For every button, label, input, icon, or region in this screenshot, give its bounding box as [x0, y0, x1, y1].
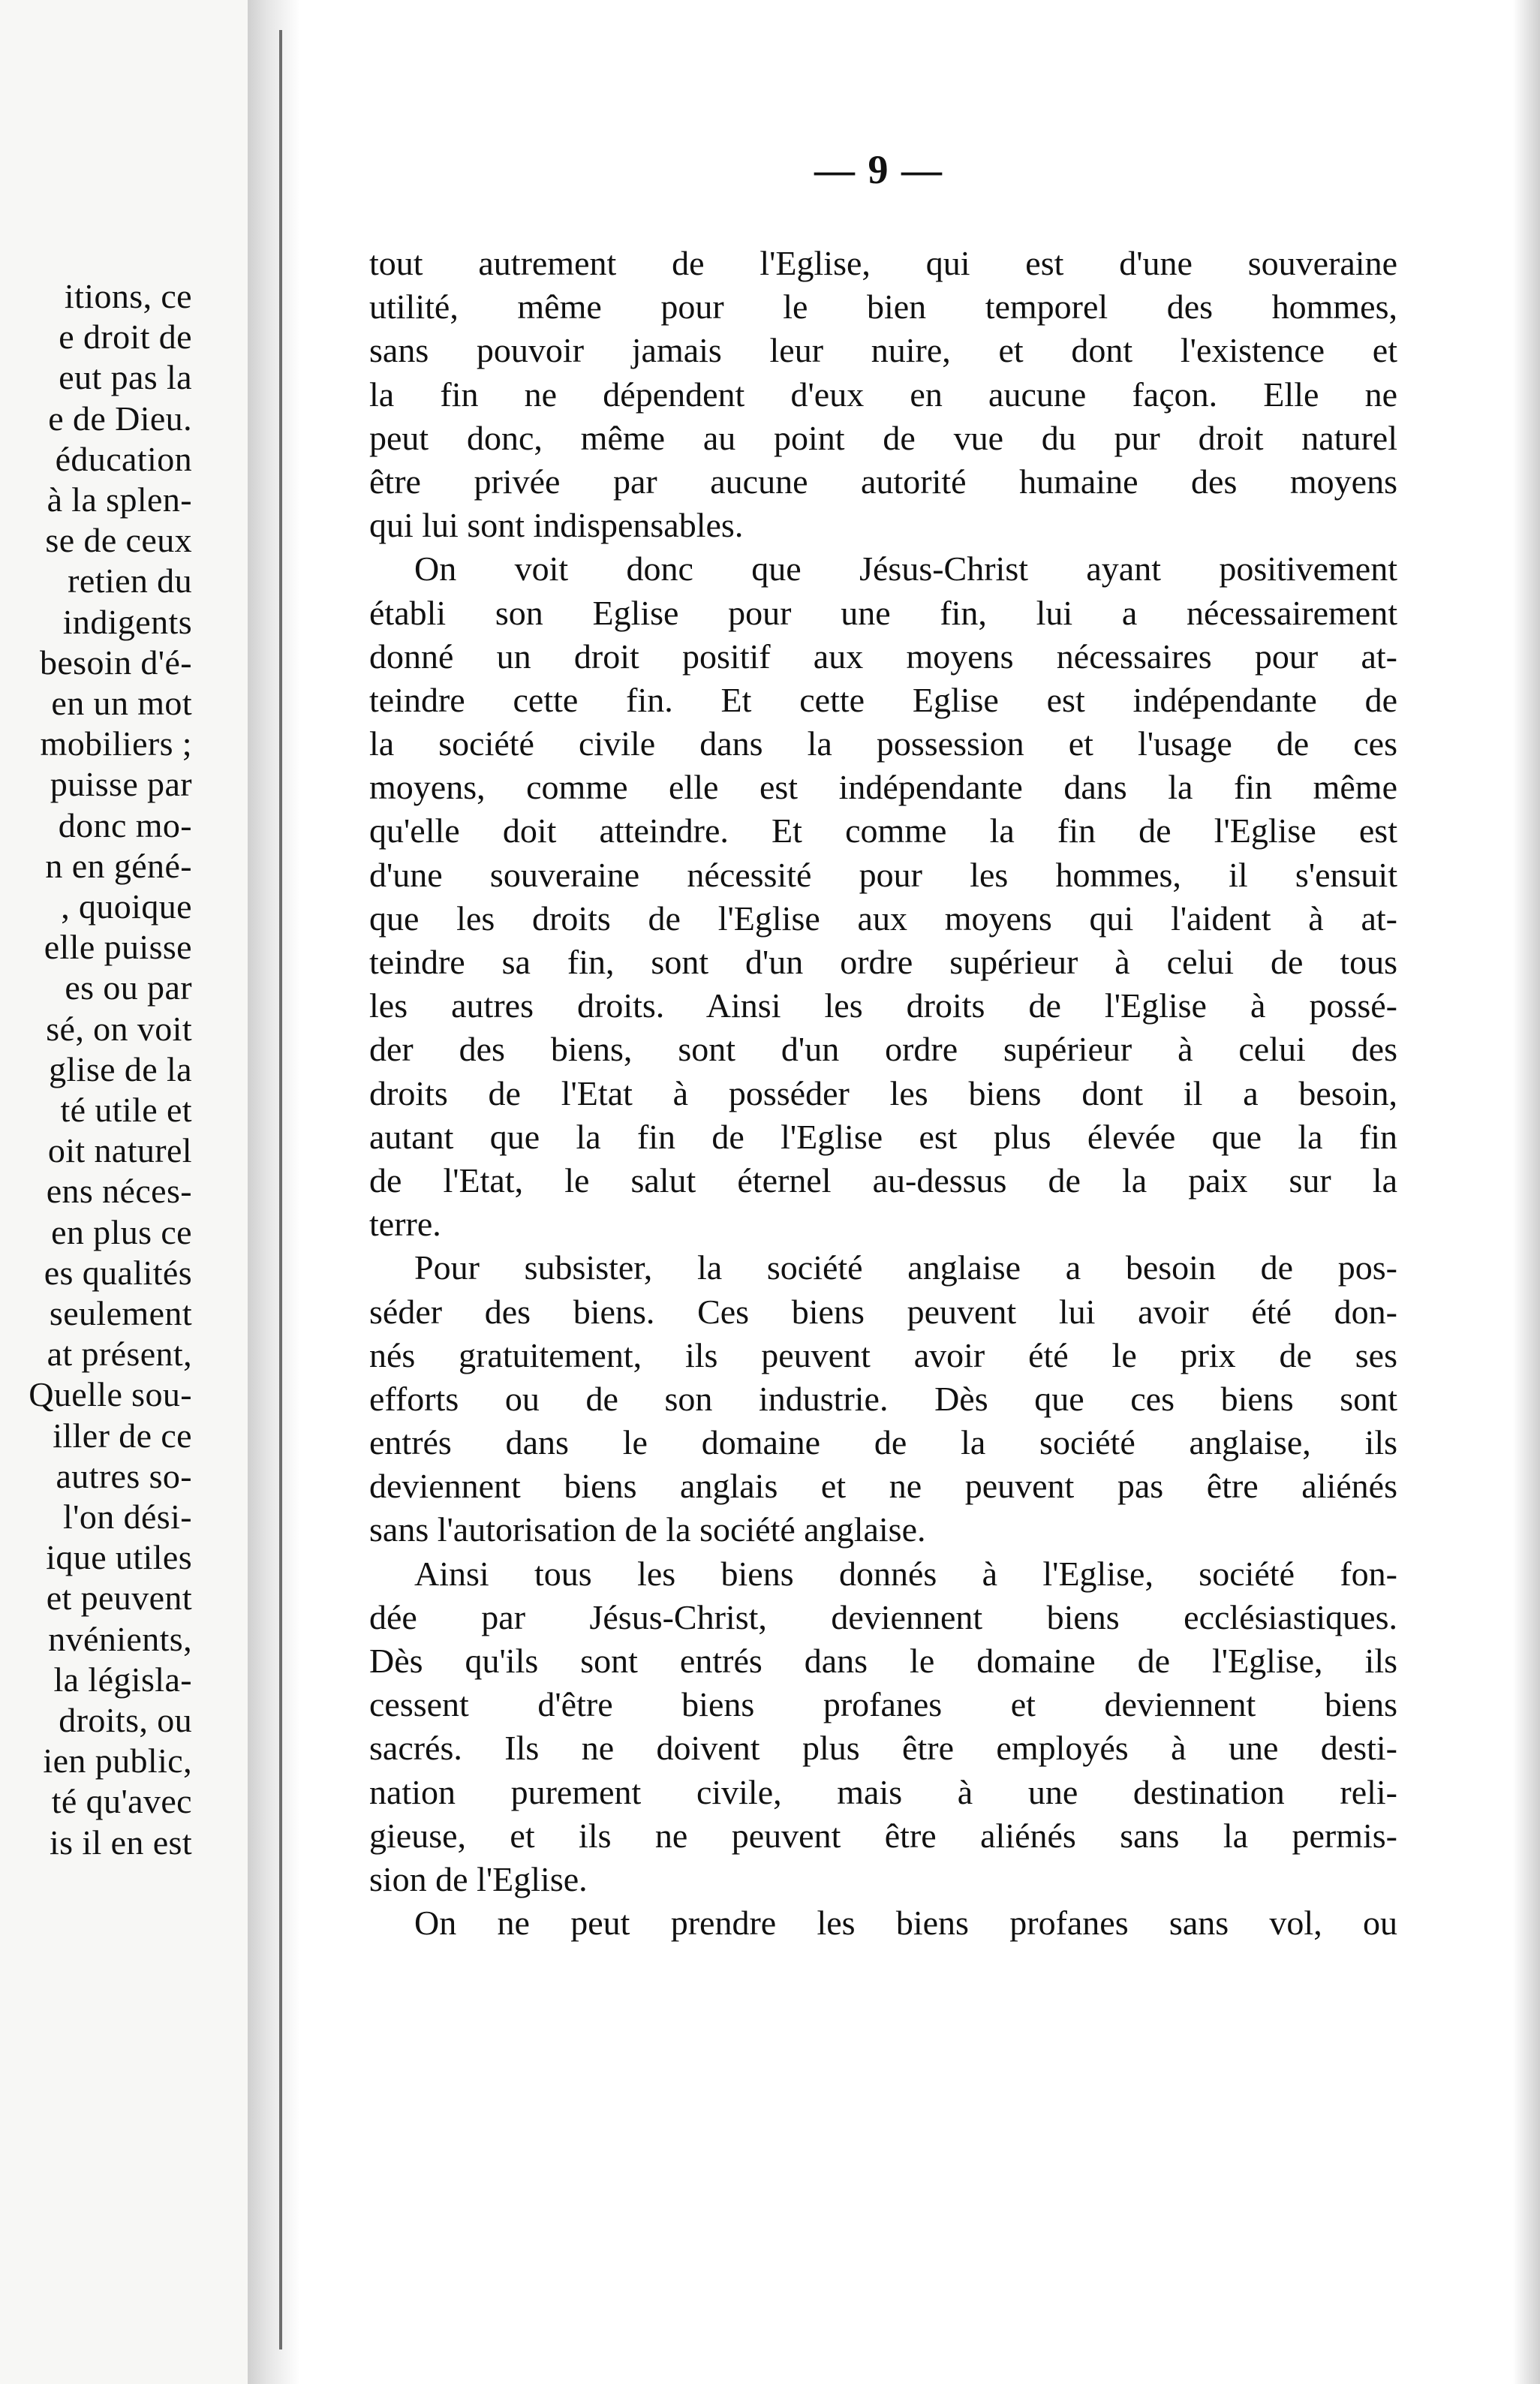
text-line: gieuse, et ils ne peuvent être aliénés sans la permis-: [369, 1816, 1397, 1855]
text-line: Dès qu'ils sont entrés dans le domaine de l'Eglise, ils: [369, 1642, 1397, 1680]
text-line: nés gratuitement, ils peuvent avoir été le prix de ses: [369, 1335, 1397, 1374]
text-line: cessent d'être biens profanes et deviennent biens: [369, 1685, 1397, 1724]
facing-page-line: at présent,: [47, 1335, 192, 1373]
facing-page-line: et peuvent: [46, 1579, 192, 1617]
facing-page-line: es qualités: [44, 1254, 192, 1292]
text-line: nation purement civile, mais à une destination reli-: [369, 1772, 1397, 1811]
text-line: utilité, même pour le bien temporel des hommes,: [369, 287, 1397, 327]
text-line: sans l'autorisation de la société anglaise.: [369, 1510, 926, 1549]
text-line: dée par Jésus-Christ, deviennent biens ecclésiastiques.: [369, 1597, 1397, 1636]
text-line: On ne peut prendre les biens profanes sans vol, ou: [414, 1904, 1397, 1943]
facing-page-line: l'on dési-: [63, 1498, 192, 1536]
facing-page-line: en plus ce: [51, 1213, 192, 1251]
facing-page-line: oit naturel: [47, 1131, 192, 1169]
text-line: séder des biens. Ces biens peuvent lui avoir été don-: [369, 1292, 1397, 1331]
facing-page-fragment: [0, 0, 248, 2384]
facing-page-line: seulement: [49, 1294, 192, 1332]
facing-page-line: droits, ou: [59, 1701, 192, 1739]
text-line: donné un droit positif aux moyens nécessaires pour at-: [369, 637, 1397, 676]
facing-page-line: besoin d'é-: [39, 643, 192, 682]
facing-page-line: se de ceux: [45, 521, 192, 559]
facing-page-line: autres so-: [56, 1457, 192, 1495]
text-line: d'une souveraine nécessité pour les hommes, il s'ensuit: [369, 855, 1397, 894]
facing-page-line: indigents: [62, 603, 192, 641]
book-gutter-line: [279, 30, 282, 2349]
text-line: de l'Etat, le salut éternel au-dessus de la paix sur la: [369, 1160, 1397, 1200]
text-line: terre.: [369, 1205, 441, 1244]
facing-page-line: ien public,: [43, 1741, 192, 1780]
facing-page-line: glise de la: [49, 1050, 192, 1088]
facing-page-line: donc mo-: [58, 806, 192, 844]
facing-page-line: ens néces-: [46, 1172, 192, 1210]
facing-page-line: eut pas la: [59, 358, 192, 396]
facing-page-line: es ou par: [65, 968, 192, 1007]
text-line: moyens, comme elle est indépendante dans la fin même: [369, 768, 1397, 807]
text-line: être privée par aucune autorité humaine des moyens: [369, 462, 1397, 501]
page-edge-shadow: [1513, 0, 1540, 2384]
page-number: — 9 —: [814, 147, 943, 192]
text-line: der des biens, sont d'un ordre supérieur à celui des: [369, 1030, 1397, 1069]
text-line: Ainsi tous les biens donnés à l'Eglise, société fon-: [414, 1554, 1397, 1593]
facing-page-line: en un mot: [51, 684, 192, 722]
text-line: la société civile dans la possession et l'usage de ces: [369, 724, 1397, 763]
text-line: sion de l'Eglise.: [369, 1859, 588, 1898]
facing-page-line: éducation: [55, 440, 192, 478]
facing-page-line: Quelle sou-: [29, 1375, 192, 1413]
text-line: sacrés. Ils ne doivent plus être employés à une desti-: [369, 1729, 1397, 1768]
text-line: peut donc, même au point de vue du pur droit naturel: [369, 418, 1397, 457]
facing-page-line: e droit de: [59, 318, 192, 356]
text-line: teindre sa fin, sont d'un ordre supérieur à celui de tous: [369, 943, 1397, 981]
facing-page-line: sé, on voit: [46, 1010, 192, 1048]
text-line: qu'elle doit atteindre. Et comme la fin de l'Eglise est: [369, 811, 1397, 850]
text-line: efforts ou de son industrie. Dès que ces biens sont: [369, 1379, 1397, 1418]
text-line: que les droits de l'Eglise aux moyens qui l'aident à at-: [369, 899, 1397, 938]
text-line: la fin ne dépendent d'eux en aucune façon. Elle ne: [369, 375, 1397, 414]
facing-page-line: iller de ce: [53, 1416, 192, 1455]
text-line: teindre cette fin. Et cette Eglise est indépendante de: [369, 680, 1397, 719]
facing-page-line: la législa-: [53, 1660, 192, 1699]
text-line: droits de l'Etat à posséder les biens dont il a besoin,: [369, 1073, 1397, 1112]
facing-page-line: , quoique: [61, 887, 192, 926]
facing-page-line: nvénients,: [48, 1620, 192, 1658]
text-line: tout autrement de l'Eglise, qui est d'une souveraine: [369, 244, 1397, 282]
facing-page-line: té utile et: [60, 1091, 192, 1129]
facing-page-line: is il en est: [49, 1823, 192, 1862]
text-line: établi son Eglise pour une fin, lui a nécessairement: [369, 593, 1397, 632]
facing-page-line: elle puisse: [44, 928, 192, 966]
facing-page-line: e de Dieu.: [48, 399, 192, 438]
text-line: deviennent biens anglais et ne peuvent pas être aliénés: [369, 1467, 1397, 1506]
facing-page-line: itions, ce: [64, 277, 192, 315]
text-line: sans pouvoir jamais leur nuire, et dont l'existence et: [369, 331, 1397, 370]
facing-page-line: à la splen-: [47, 480, 192, 519]
text-line: entrés dans le domaine de la société anglaise, ils: [369, 1423, 1397, 1462]
facing-page-line: puisse par: [50, 765, 192, 803]
main-text-block: [369, 242, 1397, 1945]
text-line: qui lui sont indispensables.: [369, 506, 744, 545]
facing-page-line: ique utiles: [46, 1538, 192, 1576]
facing-page-line: té qu'avec: [51, 1782, 192, 1820]
facing-page-line: n en géné-: [45, 847, 192, 885]
text-line: les autres droits. Ainsi les droits de l'Eglise à possé-: [369, 986, 1397, 1025]
book-gutter-shadow: [248, 0, 300, 2384]
facing-page-line: mobiliers ;: [40, 724, 192, 763]
facing-page-line: retien du: [68, 561, 192, 600]
text-line: Pour subsister, la société anglaise a besoin de pos-: [414, 1248, 1397, 1287]
text-line: On voit donc que Jésus-Christ ayant positivement: [414, 549, 1397, 588]
text-line: autant que la fin de l'Eglise est plus élevée que la fin: [369, 1117, 1397, 1156]
